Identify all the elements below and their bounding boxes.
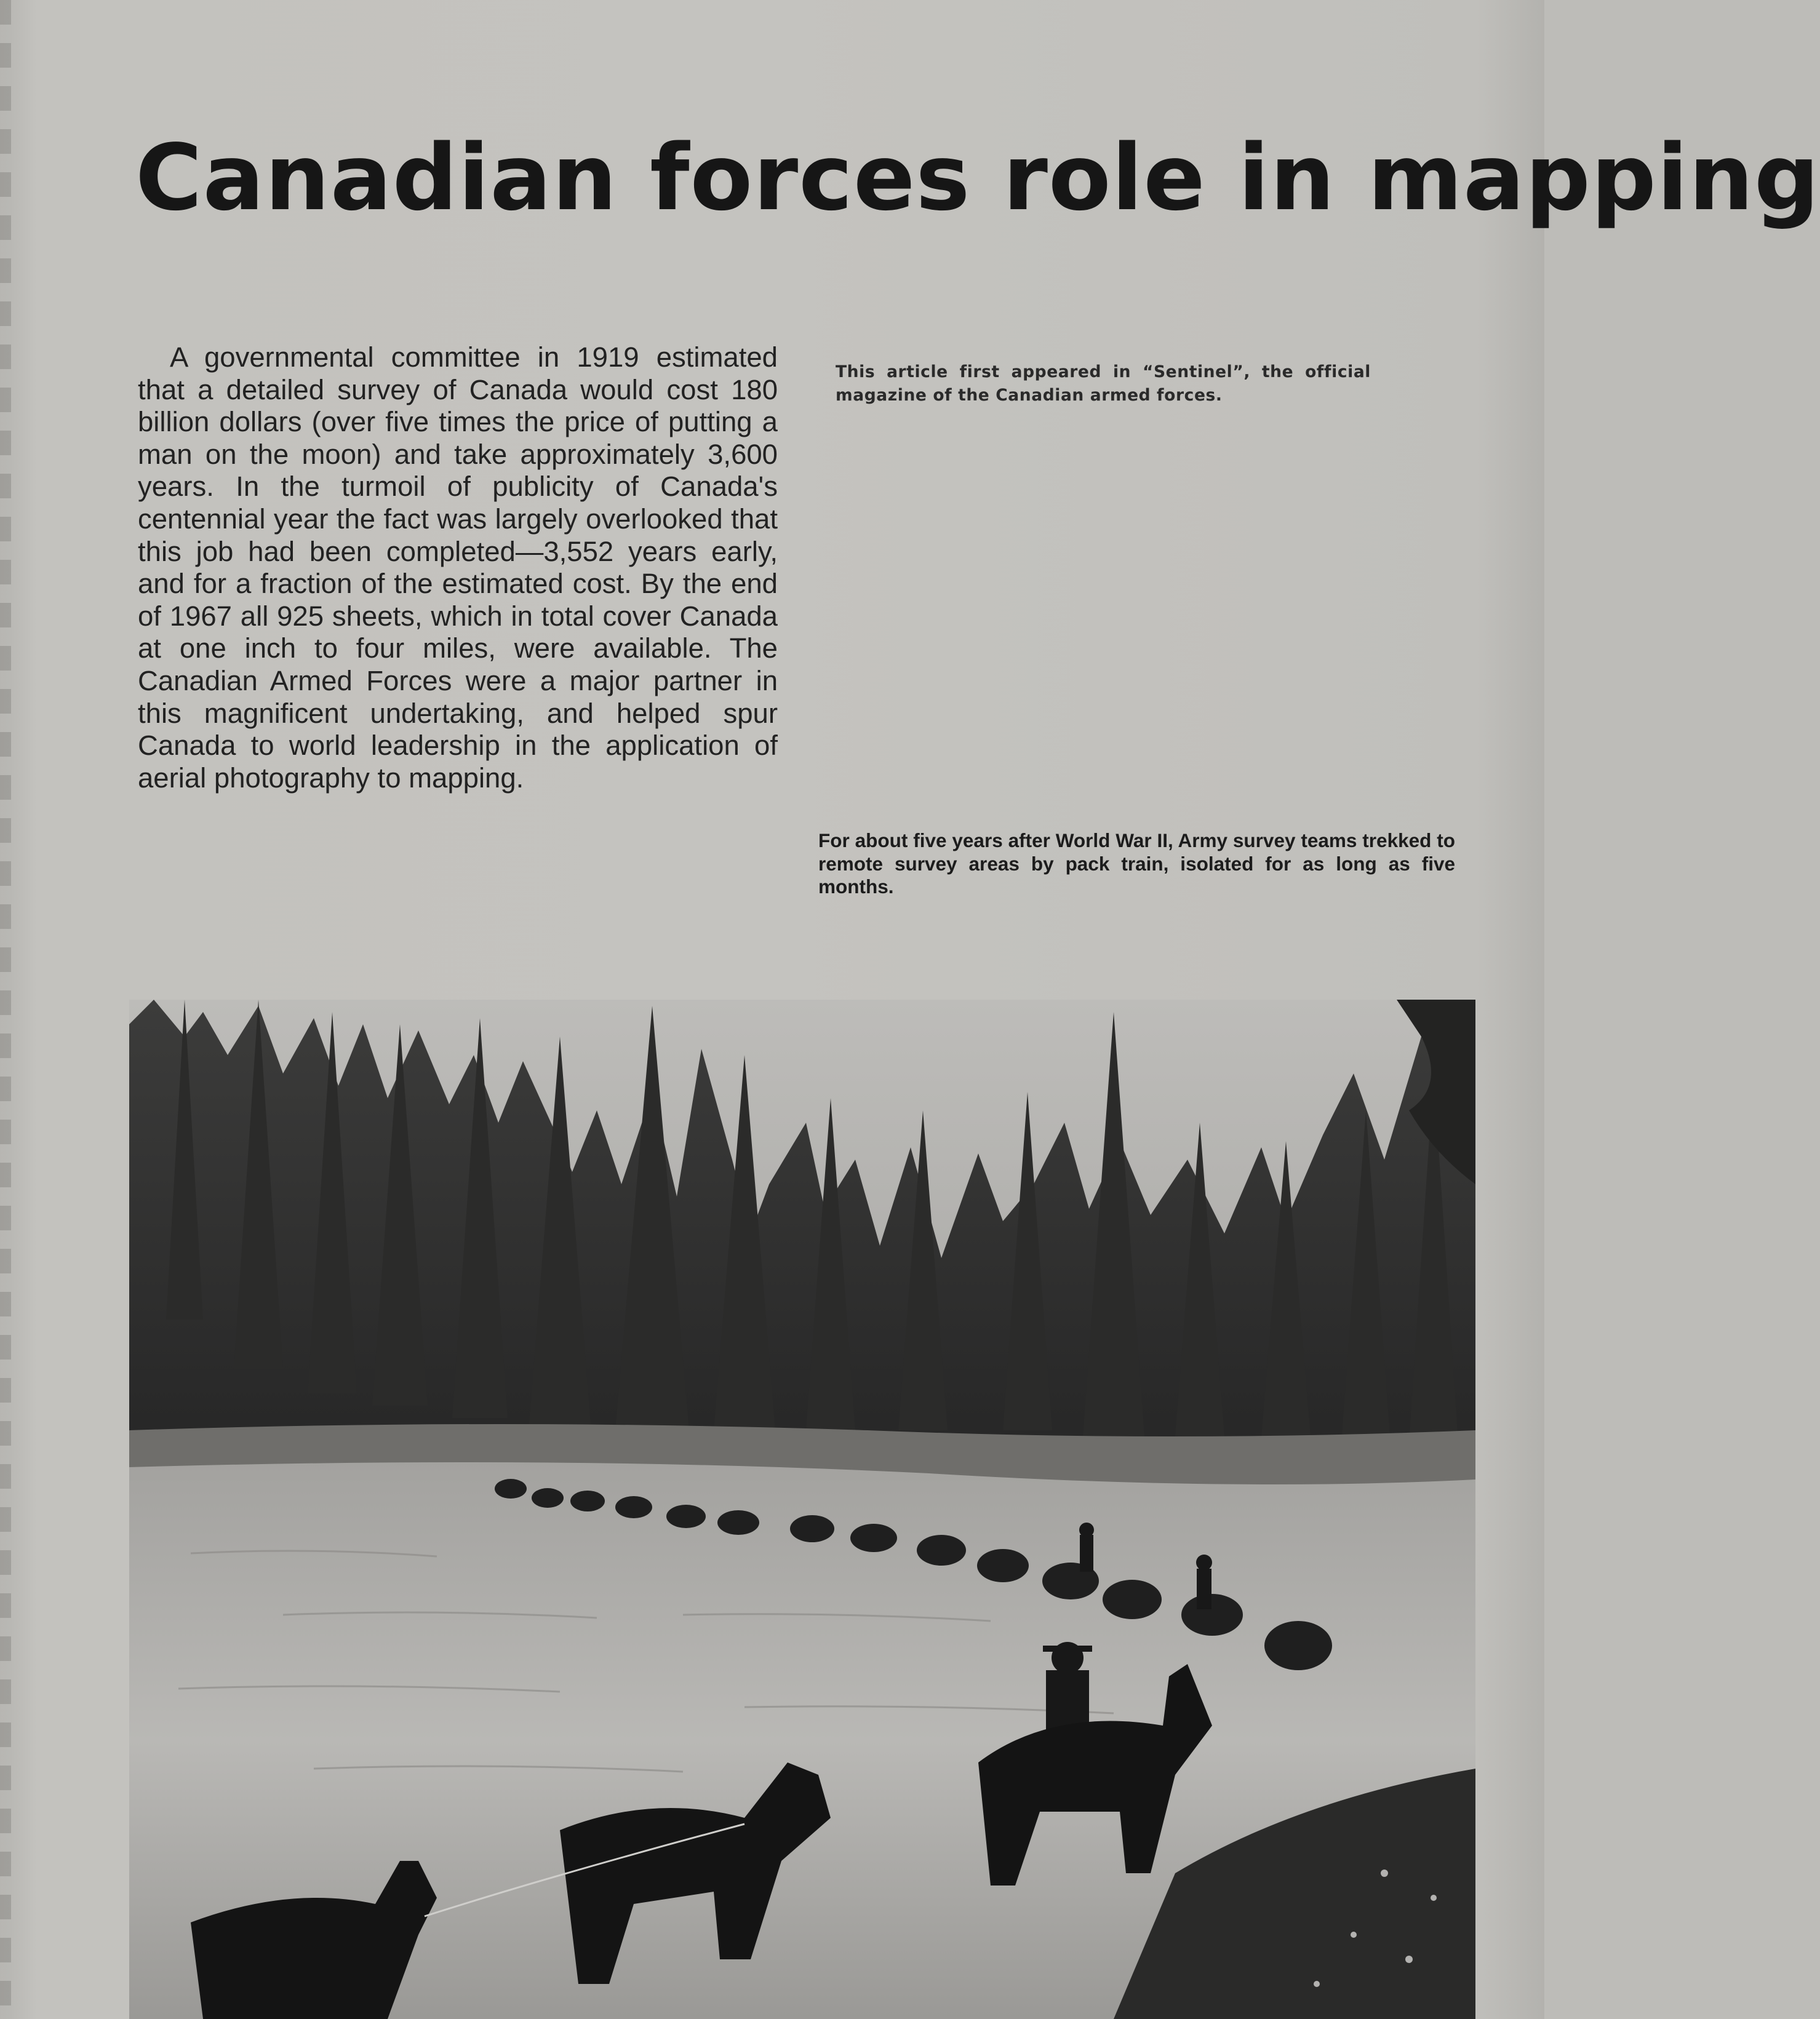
pack-train-photo-illustration (129, 1000, 1475, 2019)
article-title: Canadian forces role in mapping (135, 125, 1820, 231)
binding-gutter (0, 0, 11, 2019)
photo-caption: For about five years after World War II, Army survey teams trekked to remote survey areas by pack train, isolated for as long as five months. (818, 829, 1455, 898)
pack-train-photo (129, 1000, 1475, 2019)
article-body: A governmental committee in 1919 estimated that a detailed survey of Canada would cost 180 billion dollars (over five times the price of putting a man on the moon) and take approximately 3,600 years. In the turmoil of publicity of Canada's centennial year the fact was largely overlooked that this job had been completed—3,552 years early, and for a fraction of the estimated cost. By the end of 1967 all 925 sheets, which in total cover Canada at one inch to four miles, were available. The Canadian Armed Forces were a major partner in this magnificent undertaking, and helped spur Canada to world leadership in the application of aerial photography to mapping. (138, 341, 778, 794)
source-note: This article first appeared in “Sentinel”, the official magazine of the Canadian armed forces. (836, 362, 1371, 405)
